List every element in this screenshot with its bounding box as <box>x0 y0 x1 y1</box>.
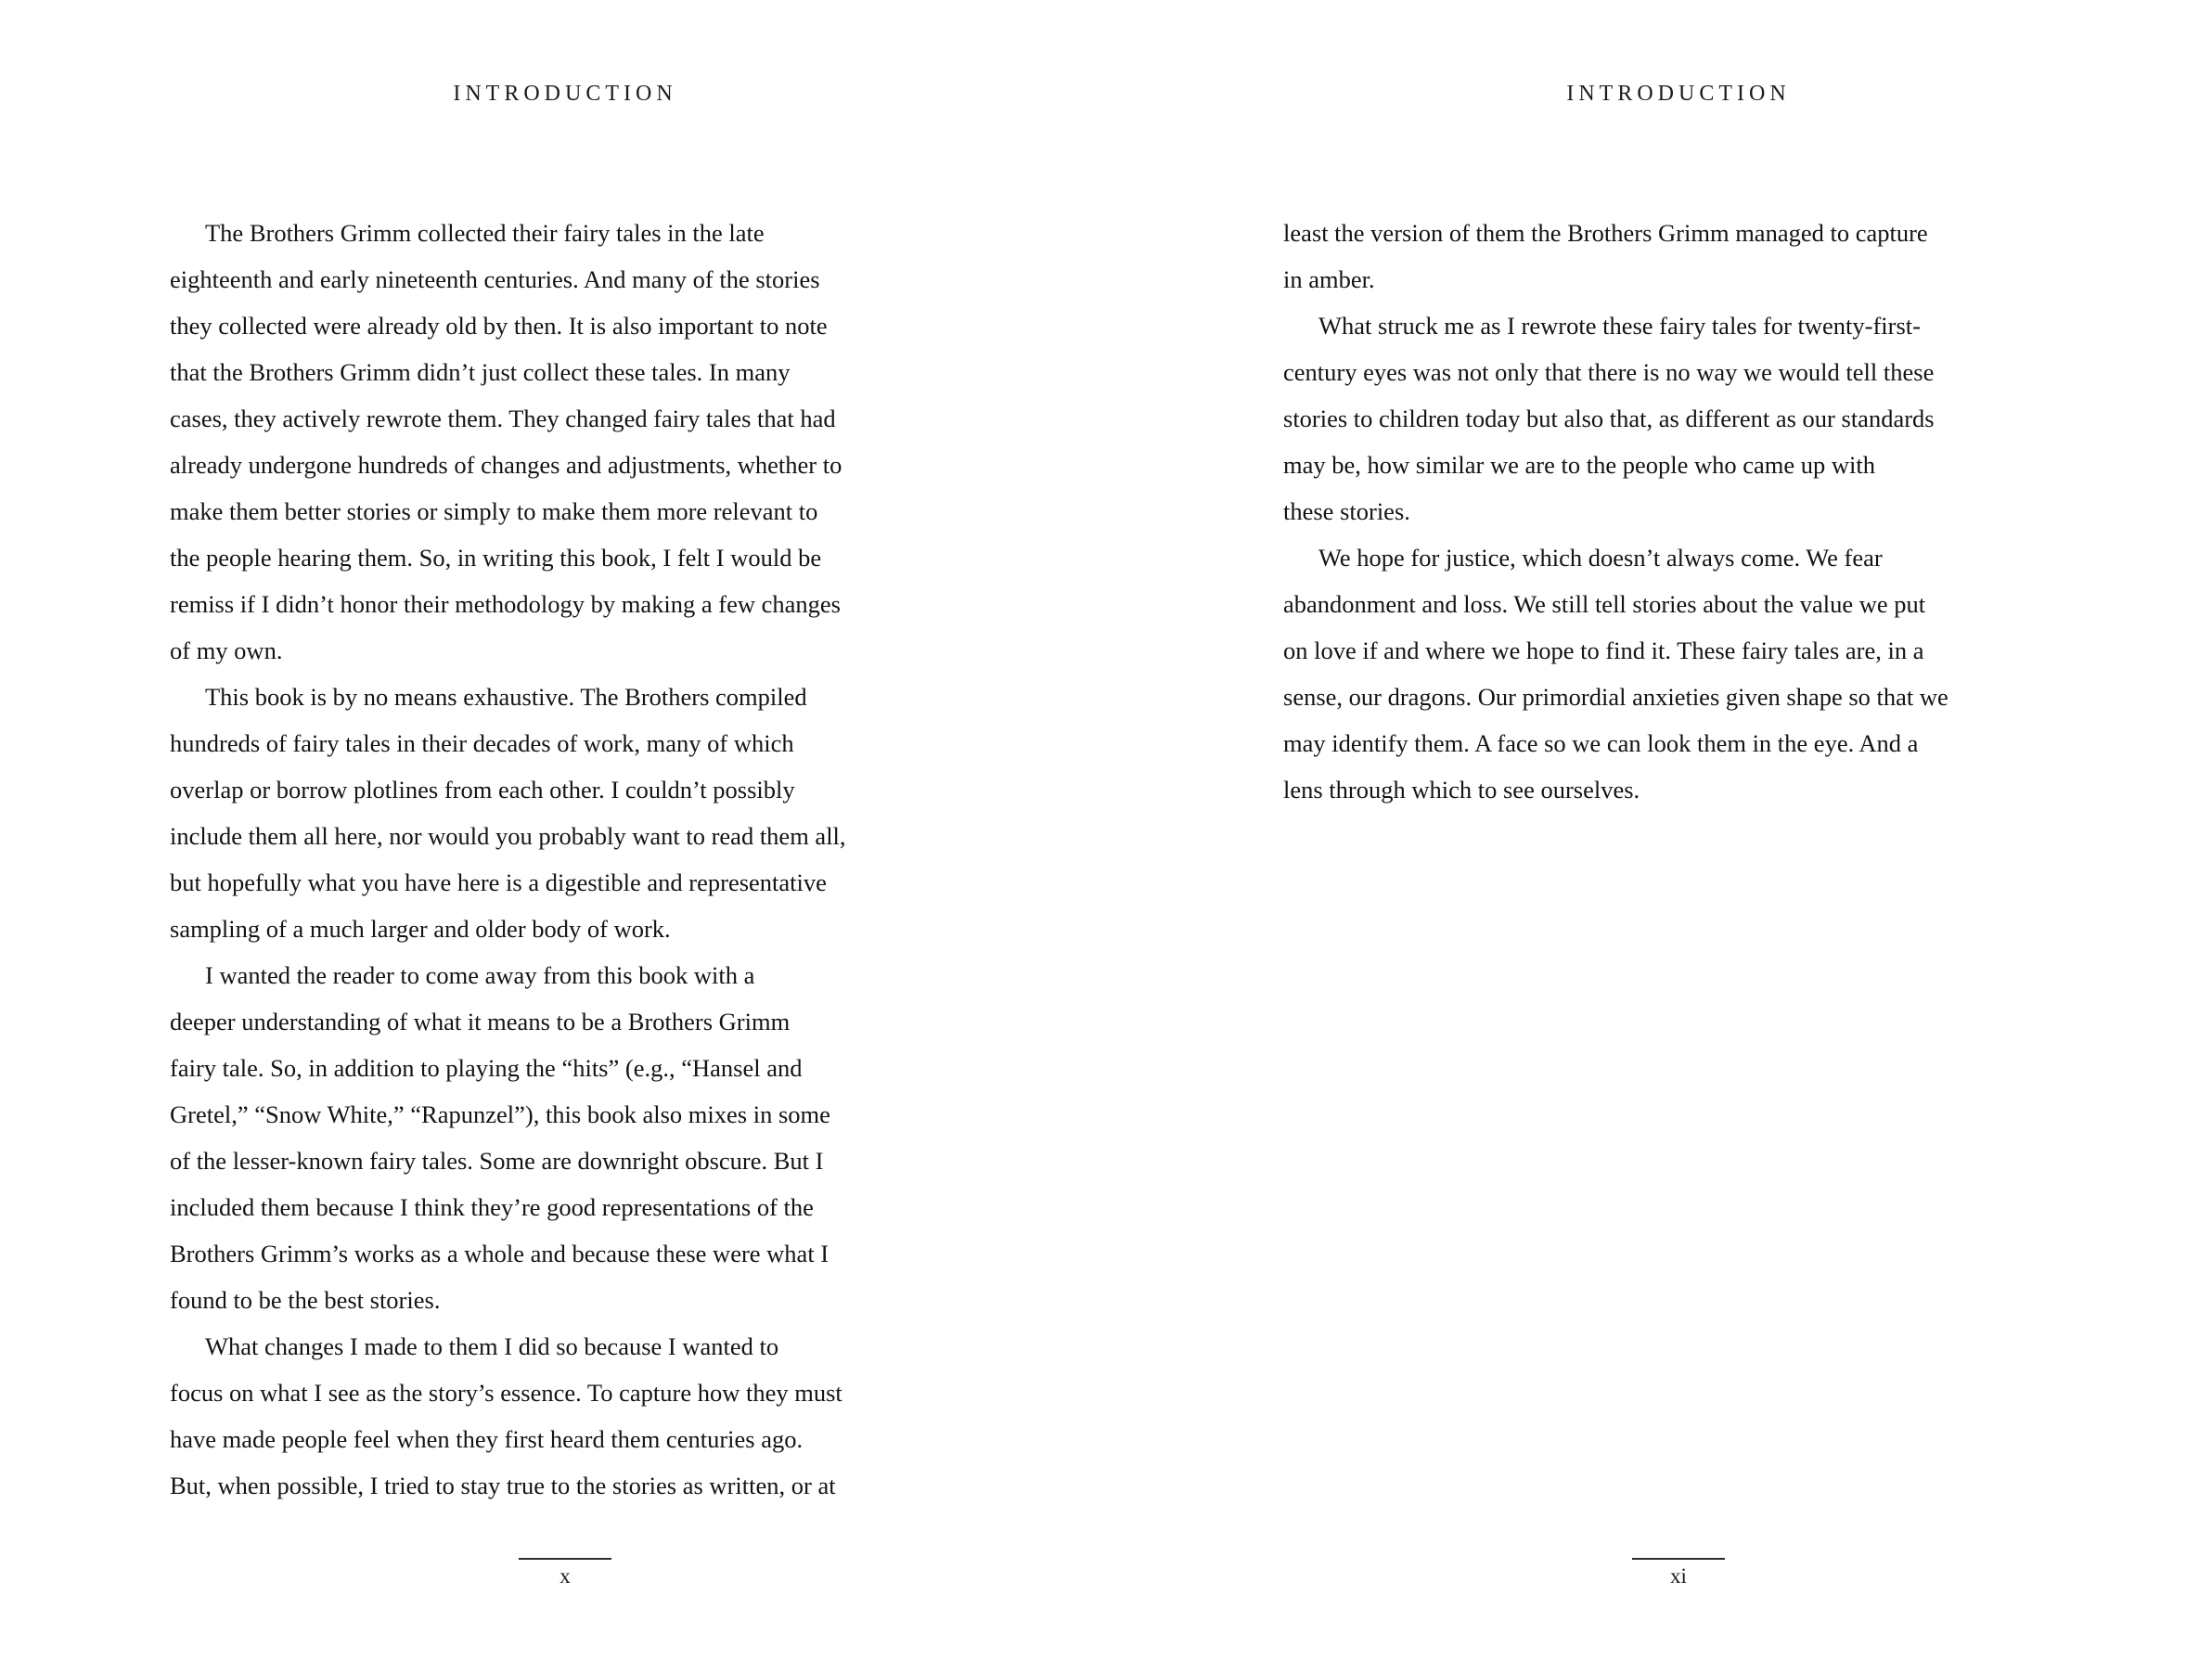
text-line: focus on what I see as the story’s essence. To capture how they must <box>170 1379 842 1407</box>
text-line: stories to children today but also that, as different as our standards <box>1283 405 1935 432</box>
text-line: found to be the best stories. <box>170 1286 441 1314</box>
text-line: they collected were already old by then. It is also important to note <box>170 312 828 340</box>
left-page-footer <box>170 1550 960 1589</box>
text-line: remiss if I didn’t honor their methodology by making a few changes <box>170 590 841 618</box>
text-line: lens through which to see ourselves. <box>1283 776 1640 804</box>
text-line: cases, they actively rewrote them. They changed fairy tales that had <box>170 405 836 432</box>
text-line: in amber. <box>1283 265 1375 293</box>
text-line: eighteenth and early nineteenth centuries. And many of the stories <box>170 265 820 293</box>
text-line: make them better stories or simply to make them more relevant to <box>170 497 818 525</box>
running-head-right: INTRODUCTION <box>1566 82 1791 106</box>
right-page-body <box>1283 210 2074 813</box>
text-line: Brothers Grimm’s works as a whole and because these were what I <box>170 1240 830 1267</box>
text-line: overlap or borrow plotlines from each other. I couldn’t possibly <box>170 776 795 804</box>
text-line: hundreds of fairy tales in their decades of work, many of which <box>170 729 794 757</box>
text-line: of the lesser-known fairy tales. Some are downright obscure. But I <box>170 1147 824 1175</box>
text-line: We hope for justice, which doesn’t always come. We fear <box>1318 544 1883 572</box>
text-line: may identify them. A face so we can look them in the eye. And a <box>1283 729 1919 757</box>
text-line: But, when possible, I tried to stay true to the stories as written, or at <box>170 1472 836 1499</box>
running-head-left: INTRODUCTION <box>453 82 677 106</box>
text-line: What struck me as I rewrote these fairy tales for twenty-first- <box>1318 312 1921 340</box>
text-line: sampling of a much larger and older body of work. <box>170 915 671 943</box>
text-line: of my own. <box>170 637 283 664</box>
text-line: but hopefully what you have here is a digestible and representative <box>170 868 827 896</box>
left-page-body <box>170 210 960 1509</box>
text-line: have made people feel when they first heard them centuries ago. <box>170 1425 804 1453</box>
text-line: that the Brothers Grimm didn’t just collect these tales. In many <box>170 358 791 386</box>
text-line: century eyes was not only that there is no way we would tell these <box>1283 358 1935 386</box>
text-line: least the version of them the Brothers Grimm managed to capture <box>1283 219 1928 247</box>
footer-rule <box>519 1558 611 1560</box>
right-page <box>1283 0 2074 1672</box>
page-number: x <box>559 1564 571 1588</box>
text-line: the people hearing them. So, in writing this book, I felt I would be <box>170 544 822 572</box>
left-page <box>170 0 960 1672</box>
footer-rule <box>1632 1558 1725 1560</box>
text-line: included them because I think they’re good representations of the <box>170 1193 814 1221</box>
text-line: deeper understanding of what it means to be a Brothers Grimm <box>170 1008 791 1035</box>
text-line: I wanted the reader to come away from this book with a <box>205 961 755 989</box>
page-number: xi <box>1670 1564 1687 1588</box>
text-line: may be, how similar we are to the people who came up with <box>1283 451 1876 479</box>
text-line: fairy tale. So, in addition to playing the “hits” (e.g., “Hansel and <box>170 1054 803 1082</box>
text-line: abandonment and loss. We still tell stories about the value we put <box>1283 590 1926 618</box>
text-line: This book is by no means exhaustive. The Brothers compiled <box>205 683 807 711</box>
text-line: sense, our dragons. Our primordial anxieties given shape so that we <box>1283 683 1948 711</box>
right-page-footer <box>1283 1550 2074 1589</box>
text-line: include them all here, nor would you probably want to read them all, <box>170 822 846 850</box>
text-line: What changes I made to them I did so because I wanted to <box>205 1332 779 1360</box>
text-line: already undergone hundreds of changes and adjustments, whether to <box>170 451 842 479</box>
text-line: The Brothers Grimm collected their fairy tales in the late <box>205 219 765 247</box>
text-line: on love if and where we hope to find it. These fairy tales are, in a <box>1283 637 1924 664</box>
text-line: Gretel,” “Snow White,” “Rapunzel”), this book also mixes in some <box>170 1100 830 1128</box>
text-line: these stories. <box>1283 497 1410 525</box>
